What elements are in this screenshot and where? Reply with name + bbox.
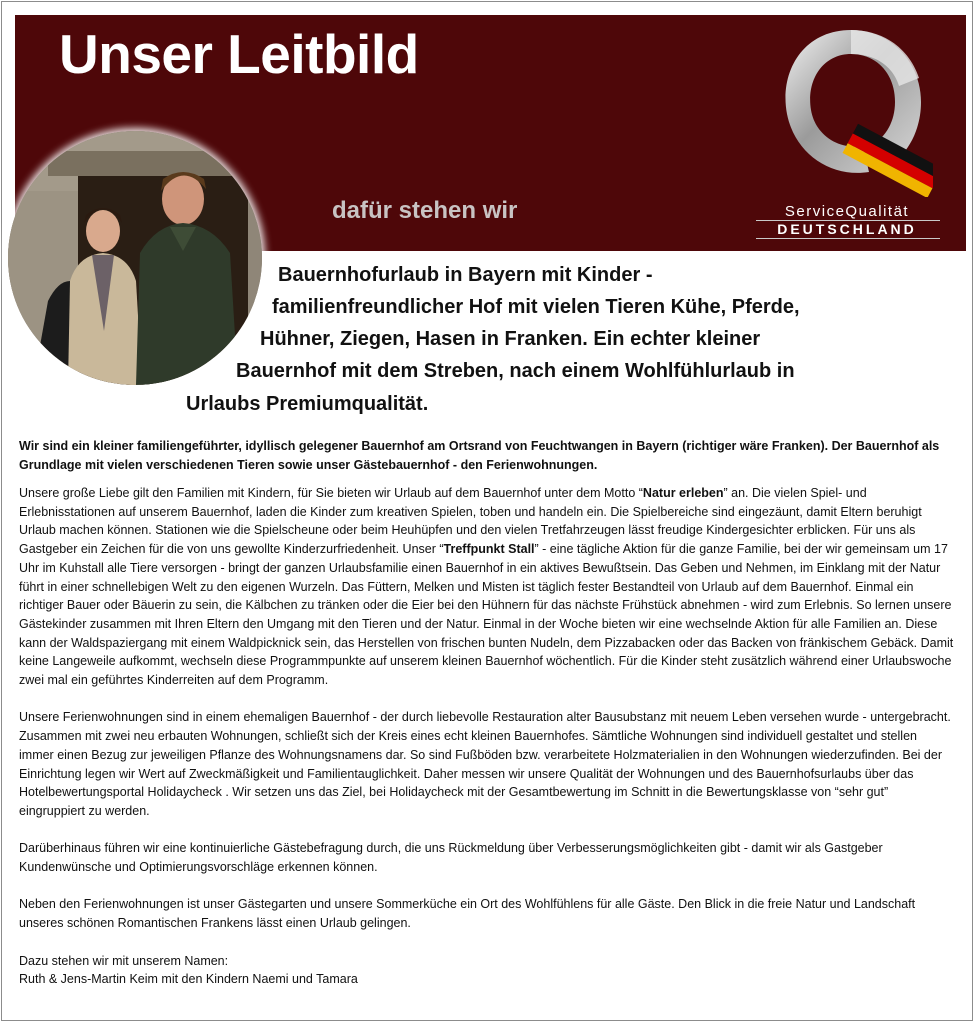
page-title: Unser Leitbild <box>59 23 419 85</box>
headline-line-1: Bauernhofurlaub in Bayern mit Kinder - <box>278 264 653 286</box>
signature-intro: Dazu stehen wir mit unserem Namen: <box>19 953 229 968</box>
intro-paragraph: Wir sind ein kleiner familiengeführter, idyllisch gelegener Bauernhof am Ortsrand von Feuchtwangen in Bayern (richtiger wäre Franken). Der Bauernhof als Grundlage mit vielen verschiedenen Tieren sowie unser Gästebauernhof - den Ferienwohnungen. <box>19 439 940 472</box>
motto-treffpunkt-stall: Treffpunkt Stall <box>443 542 535 557</box>
headline-line-5: Urlaubs Premiumqualität. <box>186 393 429 415</box>
family-photo <box>8 131 262 385</box>
logo-divider <box>756 238 940 239</box>
headline-line-3: Hühner, Ziegen, Hasen in Franken. Ein echter kleiner <box>260 328 761 350</box>
headline-line-4: Bauernhof mit dem Streben, nach einem Wohlfühlurlaub in <box>236 360 795 382</box>
paragraph-families <box>19 484 954 690</box>
paragraph-text: Unsere große Liebe gilt den Familien mit Kindern, für Sie bieten wir Urlaub auf dem Bauernhof unter dem Motto “ <box>19 486 643 500</box>
motto-natur-erleben: Natur erleben <box>642 486 724 500</box>
paragraph-garden: Neben den Ferienwohnungen ist unser Gästegarten und unsere Sommerküche ein Ort des Wohlfühlens für alle Gäste. Den Blick in die freie Natur und Landschaft unseres schönen Romantischen Frankens lässt einen Urlaub gelingen. <box>19 897 916 931</box>
signature-names: Ruth & Jens-Martin Keim mit den Kindern Naemi und Tamara <box>19 972 358 987</box>
service-quality-logo <box>752 203 942 237</box>
logo-text-servicequalitaet: ServiceQualität <box>784 203 910 220</box>
paragraph-apartments: Unsere Ferienwohnungen sind in einem ehemaligen Bauernhof - der durch liebevolle Restauration alter Bausubstanz mit neuem Leben versehen wurde - untergebracht. Zusammen mit zwei neu erbauten Wohnungen, schließt sich der Kreis eines echt kleinen Bauernhofes. Sämtliche Wohnungen sind individuell gestaltet und stellen immer einen Bezug zur jeweiligen Pflanze des Wohnungsnamens dar. So sind Fußböden bzw. verarbeitete Holzmaterialien in den Wohnungen wiederzufinden. Bei der Einrichtung legen wir Wert auf Zweckmäßigkeit und Familientauglichkeit. Daher messen wir unsere Qualität der Wohnungen und des Bauernhofsurlaubs über das Hotelbewertungsportal Holidaycheck . Wir setzen uns das Ziel, bei Holidaycheck mit der Gesamtbewertung im Schnitt in die Bewertungsklasse von “sehr gut” eingruppiert zu werden. <box>19 710 951 818</box>
q-service-quality-icon <box>773 22 933 197</box>
body-text <box>19 484 954 989</box>
paragraph-text: ” an. Die vielen Spiel- und Erlebnisstationen auf unserem Bauernhof, laden die Kinder zum kreativen Spielen, toben und handeln ein. Die Spielbereiche sind eingezäunt, damit Eltern beruhigt Urlaub machen können. Stationen wie die Spielscheune oder beim Heuhüpfen und den vielen Tretfahrzeugen lässt freudige Kindergesichter erblicken. Für uns als Gastgeber ein Zeichen für die von uns gewollte Kinderzurfriedenheit. Unser “ <box>19 486 922 557</box>
paragraph-survey: Darüberhinaus führen wir eine kontinuierliche Gästebefragung durch, die uns Rückmeldung über Verbesserungsmöglichkeiten gibt - damit wir als Gastgeber Kundenwünsche und Optimierungsvorschläge erkennen können. <box>19 841 883 875</box>
paragraph-text: ” - eine tägliche Aktion für die ganze Familie, bei der wir gemeinsam um 17 Uhr im Kuhstall alle Tiere versorgen - bringt der ganzen Urlaubsfamilie einen Bauernhof in ein aktives Bewußtsein. Das Geben und Nehmen, im Einklang mit der Natur führt in einer schnellebigen Welt zu den eigenen Wurzeln. Das Füttern, Melken und Misten ist täglich fester Bestandteil von Urlaub auf dem Bauernhof. Einmal ein richtiger Bauer oder Bäuerin zu sein, die Kälbchen zu tränken oder die Eier bei den Hühnern für das nächste Frühstück abnehmen - wird zum Erlebnis. So lernen unsere Gästekinder zusammen mit Ihren Eltern den Umgang mit den Tieren und der Natur. Einmal in der Woche bieten wir eine wechselnde Aktion für alle Familien an. Diese kann der Waldspaziergang mit einem Waldpicknick sein, das Herstellen von frischen bunten Nudeln, dem Pizzabacken oder das Backen von fränkischem Gebäck. Damit keine Langeweile aufkommt, wechseln diese Programmpunkte auf unserem kleinen Bauernhof wöchentlich. Für die Kinder steht zusätzlich während einer Urlaubswoche zwei mal ein geführtes Kinderreiten auf dem Programm. <box>19 542 954 688</box>
headline-line-2: familienfreundlicher Hof mit vielen Tieren Kühe, Pferde, <box>272 296 800 318</box>
paragraph-signature <box>19 952 954 989</box>
logo-text-deutschland: DEUTSCHLAND <box>777 221 917 237</box>
page-subtitle: dafür stehen wir <box>332 197 518 224</box>
